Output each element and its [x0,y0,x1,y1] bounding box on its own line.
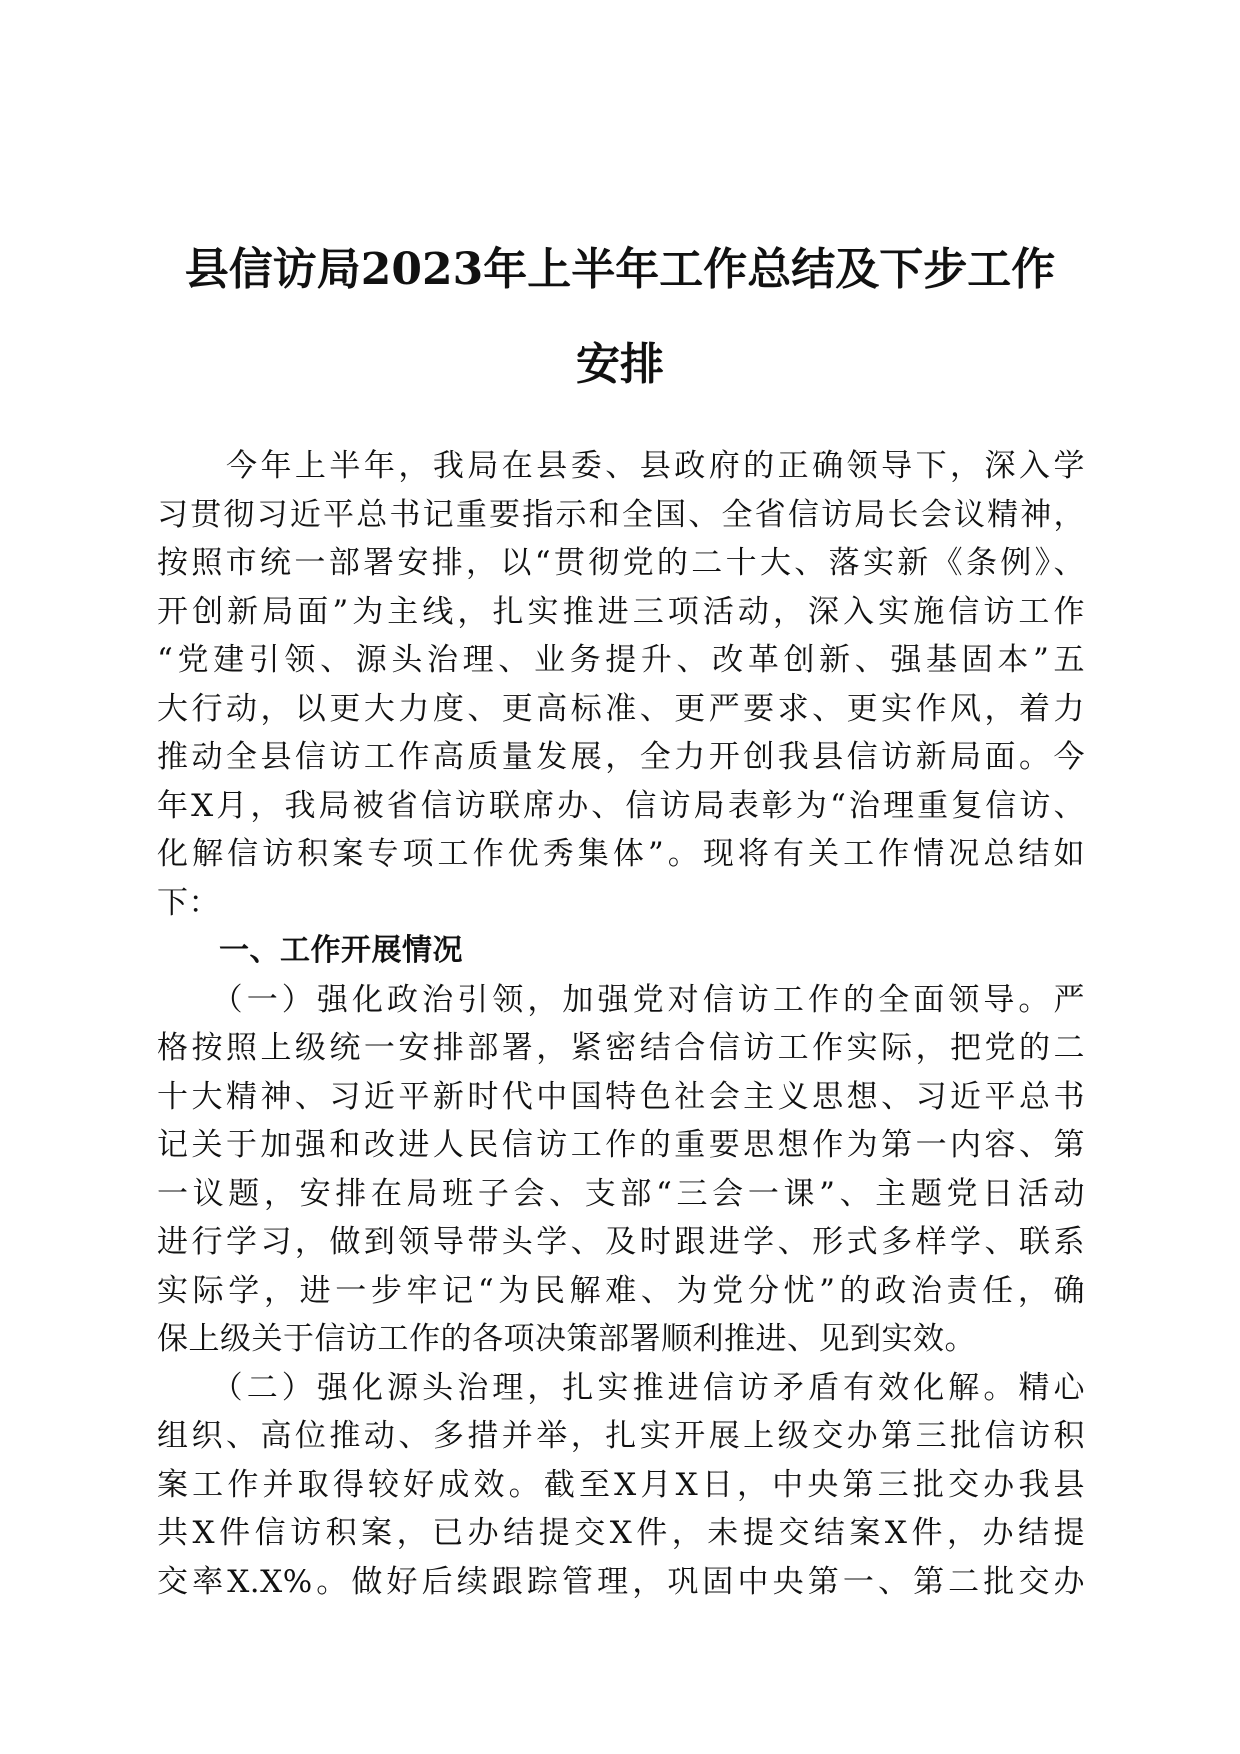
body-line: 共X件信访积案，已办结提交X件，未提交结案X件，办结提 [157,1515,1085,1551]
body-line: 保上级关于信访工作的各项决策部署顺利推进、见到实效。 [157,1321,976,1357]
body-line: 今年上半年，我局在县委、县政府的正确领导下，深入学 [157,448,1085,484]
body-line: 组织、高位推动、多措并举，扎实开展上级交办第三批信访积 [157,1418,1085,1454]
title-line-1: 县信访局2023年上半年工作总结及下步工作 [184,244,1056,295]
body-line: 实际学，进一步牢记“为民解难、为党分忧”的政治责任，确 [157,1272,1085,1309]
body-line: 推动全县信访工作高质量发展，全力开创我县信访新局面。今 [157,739,1085,775]
body-line: “党建引领、源头治理、业务提升、改革创新、强基固本”五 [157,642,1085,678]
body-line: 开创新局面”为主线，扎实推进三项活动，深入实施信访工作 [157,593,1085,630]
body-line: 下： [157,884,220,921]
body-line: 格按照上级统一安排部署，紧密结合信访工作实际，把党的二 [157,1030,1085,1066]
title-line-2: 安排 [576,339,664,390]
body-line: 案工作并取得较好成效。截至X月X日，中央第三批交办我县 [157,1466,1085,1503]
body-line: 年X月，我局被省信访联席办、信访局表彰为“治理重复信访、 [157,787,1085,824]
body-line: 习贯彻习近平总书记重要指示和全国、全省信访局长会议精神， [157,496,1085,533]
body-line: 记关于加强和改进人民信访工作的重要思想作为第一内容、第 [157,1127,1085,1163]
document-body [157,442,1085,1606]
body-line: 进行学习，做到领导带头学、及时跟进学、形式多样学、联系 [157,1224,1085,1260]
document-title [150,222,1090,412]
body-line: （二）强化源头治理，扎实推进信访矛盾有效化解。精心 [157,1369,1085,1406]
body-line: 十大精神、习近平新时代中国特色社会主义思想、习近平总书 [157,1078,1085,1115]
section-heading: 一、工作开展情况 [219,933,463,968]
body-line: 按照市统一部署安排，以“贯彻党的二十大、落实新《条例》、 [157,545,1085,581]
body-line: （一）强化政治引领，加强党对信访工作的全面领导。严 [157,981,1085,1018]
body-line: 大行动，以更大力度、更高标准、更严要求、更实作风，着力 [157,690,1085,727]
body-line: 一议题，安排在局班子会、支部“三会一课”、主题党日活动 [157,1175,1085,1212]
body-line: 交率X.X%。做好后续跟踪管理，巩固中央第一、第二批交办 [157,1563,1085,1600]
body-line: 化解信访积案专项工作优秀集体”。现将有关工作情况总结如 [157,836,1085,872]
